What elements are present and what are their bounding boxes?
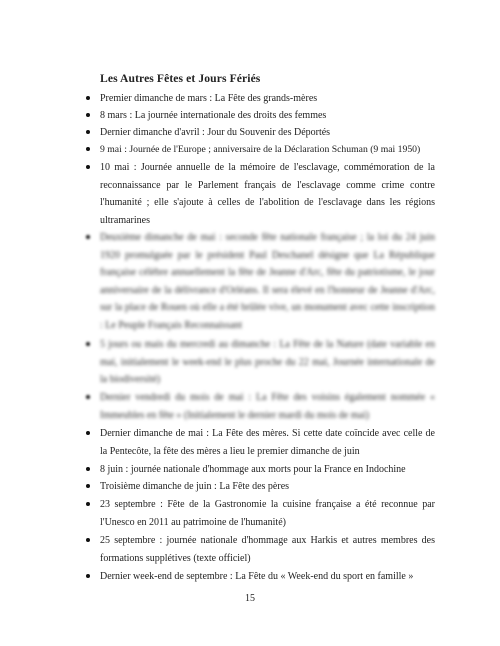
- list-item-text: 23 septembre : Fête de la Gastronomie la cuisine française a été reconnue par l'Unesco en 2011 au patrimoine de l'humanité): [100, 499, 435, 528]
- list-item: [0, 141, 500, 159]
- bullet-icon: [86, 484, 90, 488]
- list-item: [0, 496, 500, 532]
- bullet-icon: [86, 96, 90, 100]
- list-item-text: Dernier dimanche de mai : La Fête des mères. Si cette date coïncide avec celle de la Pentecôte, la fête des mères a lieu le premier dimanche de juin: [100, 428, 435, 457]
- list-item-text: 8 mars : La journée internationale des droits des femmes: [100, 110, 327, 121]
- page-number: 15: [245, 593, 255, 604]
- bullet-icon: [86, 342, 90, 346]
- list-item: [0, 532, 500, 568]
- list-item: [0, 336, 500, 389]
- list-item: [0, 478, 500, 496]
- bullet-icon: [86, 113, 90, 117]
- list-item-text: Dernier vendredi du mois de mai : La Fête des voisins également nommée « Immeubles en fête » (Initialement le dernier mardi du mois de mai): [100, 392, 435, 421]
- list-item-text: 9 mai : Journée de l'Europe ; anniversaire de la Déclaration Schuman (9 mai 1950): [100, 144, 421, 155]
- bullet-icon: [86, 147, 90, 151]
- list-item: [0, 159, 500, 229]
- bullet-icon: [86, 467, 90, 471]
- list-item: [0, 425, 500, 461]
- section-title: Les Autres Fêtes et Jours Fériés: [100, 72, 261, 85]
- bullet-icon: [86, 502, 90, 506]
- list-item: [0, 568, 500, 586]
- bullet-icon: [86, 431, 90, 435]
- list-item-text: Deuxième dimanche de mai : seconde fête nationale française ; la loi du 24 juin 1920 promulguée par le président Paul Deschanel désigne que La République française célèbre annuellement la fête de Jeanne d'Arc, fête du patriotisme, le jour anniversaire de la délivrance d'Orléans. Il sera élevé en l'honneur de Jeanne d'Arc, sur la place de Rouen où elle a été brûlée vive, un monument avec cette inscription : Le Peuple Français Reconnaissant: [100, 232, 435, 331]
- list-item: [0, 389, 500, 425]
- bullet-icon: [86, 235, 90, 239]
- list-item: [0, 229, 500, 336]
- list-item: [0, 124, 500, 141]
- list-item-text: Premier dimanche de mars : La Fête des grands-mères: [100, 93, 318, 104]
- list-item-text: 8 juin : journée nationale d'hommage aux morts pour la France en Indochine: [100, 464, 406, 475]
- list-item: [0, 90, 500, 107]
- list-item-text: 10 mai : Journée annuelle de la mémoire de l'esclavage, commémoration de la reconnaissance par le Parlement français de l'esclavage comme crime contre l'humanité ; elle s'ajoute à celles de l'abolition de l'esclavage dans les régions ultramarines: [100, 162, 435, 226]
- bullet-icon: [86, 395, 90, 399]
- holiday-list: [0, 90, 500, 586]
- bullet-icon: [86, 130, 90, 134]
- list-item: [0, 107, 500, 124]
- bullet-icon: [86, 538, 90, 542]
- bullet-icon: [86, 574, 90, 578]
- list-item-text: Dernier week-end de septembre : La Fête du « Week-end du sport en famille »: [100, 571, 414, 582]
- list-item-text: Troisième dimanche de juin : La Fête des pères: [100, 481, 290, 492]
- bullet-icon: [86, 165, 90, 169]
- list-item: [0, 461, 500, 478]
- list-item-text: Dernier dimanche d'avril : Jour du Souvenir des Déportés: [100, 127, 331, 138]
- list-item-text: 25 septembre : journée nationale d'hommage aux Harkis et autres membres des formations supplétives (texte officiel): [100, 535, 435, 564]
- list-item-text: 5 jours ou mais du mercredi au dimanche : La Fête de la Nature (date variable en mai, initialement le week-end le plus proche du 22 mai, Journée internationale de la biodiversité): [100, 339, 435, 385]
